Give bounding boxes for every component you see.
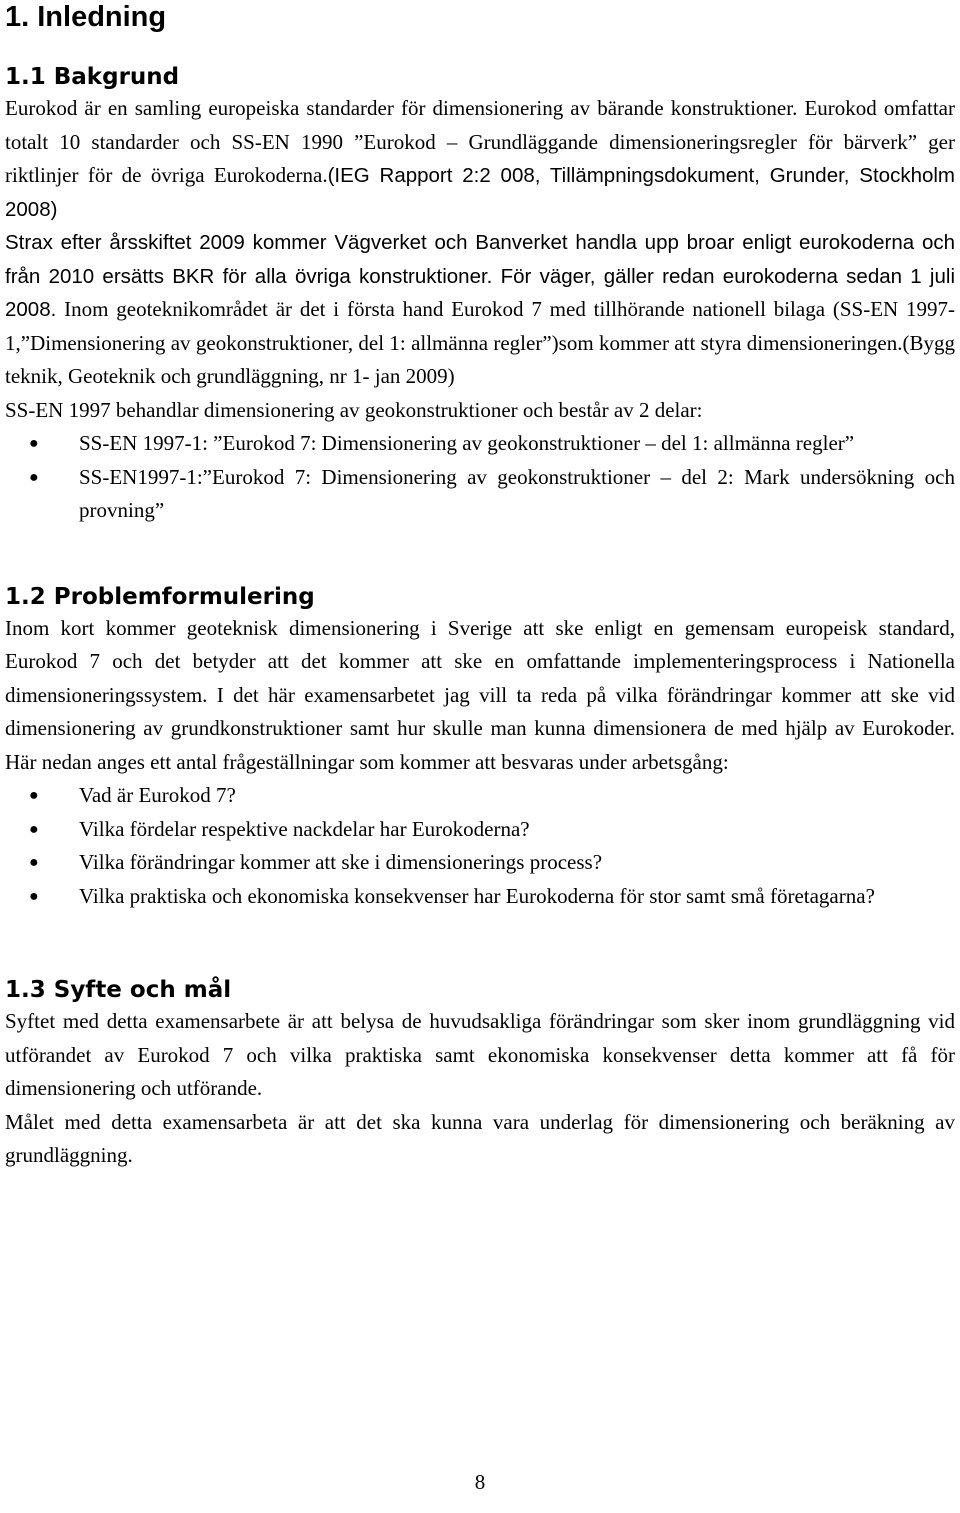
list-item <box>5 880 955 914</box>
list-item-text: SS-EN 1997-1: ”Eurokod 7: Dimensionering av geokonstruktioner – del 1: allmänna regler” <box>79 431 855 455</box>
list-item-text: Vad är Eurokod 7? <box>79 783 236 807</box>
bakgrund-paragraph-1-text: Eurokod är en samling europeiska standarder för dimensionering av bärande konstruktioner. Eurokod omfattar totalt 10 standarder och SS-EN 1990 ”Eurokod – Grundläggande dimensioneringsregler för bärverk” ger riktlinjer för de övriga Eurokoderna. <box>5 96 955 187</box>
section-heading-bakgrund: 1.1 Bakgrund <box>5 64 180 90</box>
list-item <box>5 846 955 880</box>
section-heading-problemformulering: 1.2 Problemformulering <box>5 583 315 610</box>
section-bakgrund <box>5 62 955 528</box>
list-item-text: SS-EN1997-1:”Eurokod 7: Dimensionering av geokonstruktioner – del 2: Mark undersökning och provning” <box>79 464 955 522</box>
bullet-icon: ● <box>29 854 39 871</box>
bullet-icon: ● <box>29 820 39 838</box>
section-heading-syfte: 1.3 Syfte och mål <box>5 977 232 1003</box>
section-problemformulering <box>5 582 955 914</box>
list-item <box>5 813 955 847</box>
bakgrund-citation-1: (IEG Rapport 2:2 008, Tillämpningsdokument, Grunder, Stockholm 2008) <box>5 164 956 221</box>
bakgrund-paragraph-1 <box>5 92 955 226</box>
document-page <box>5 0 955 1173</box>
bullet-icon: ● <box>29 468 39 486</box>
list-item-text: Vilka fördelar respektive nackdelar har Eurokoderna? <box>79 816 530 841</box>
section-syfte <box>5 975 955 1173</box>
page-number: 8 <box>474 1470 486 1494</box>
problem-paragraph-1: Inom kort kommer geoteknisk dimensionering i Sverige att ske enligt en gemensam europeisk standard, Eurokod 7 och det betyder att det kommer att ske en omfattande implementeringsprocess i Nationella dimensioneringssystem. I det här examensarbetet jag vill ta reda på vilka förändringar kommer att ske vid dimensionering av grundkonstruktioner samt hur skulle man kunna dimensionera de med hjälp av Eurokoder. Här nedan anges ett antal frågeställningar som kommer att besvaras under arbetsgång: <box>5 615 955 774</box>
syfte-paragraph-2: Målet med detta examensarbeta är att det ska kunna vara underlag för dimensionering och beräkning av grundläggning. <box>5 1109 955 1167</box>
bullet-icon: ● <box>29 787 39 804</box>
list-item-text: Vilka praktiska och ekonomiska konsekvenser har Eurokoderna för stor samt små företagarna? <box>79 883 875 908</box>
bakgrund-list <box>5 427 955 528</box>
bakgrund-paragraph-2 <box>5 226 955 394</box>
bakgrund-paragraph-2-text: Strax efter årsskiftet 2009 kommer Vägverket och Banverket handla upp broar enligt eurokoderna och från 2010 ersätts BKR för alla övriga konstruktioner. För väger, gäller redan eurokoderna sedan 1 juli 2008. <box>5 231 955 321</box>
list-item <box>5 779 955 813</box>
list-item <box>5 427 955 461</box>
list-item-text: Vilka förändringar kommer att ske i dimensionerings process? <box>79 850 603 874</box>
bullet-icon: ● <box>29 887 39 905</box>
bullet-icon: ● <box>29 435 39 452</box>
bakgrund-paragraph-2-cont: Inom geoteknikområdet är det i första hand Eurokod 7 med tillhörande nationell bilaga (SS-EN 1997-1,”Dimensionering av geokonstruktioner, del 1: allmänna regler”)som kommer att styra dimensioneringen.(Bygg teknik, Geoteknik och grundläggning, nr 1- jan 2009) <box>5 297 955 388</box>
list-item <box>5 461 955 528</box>
problem-list <box>5 779 955 913</box>
syfte-paragraph-1: Syftet med detta examensarbete är att belysa de huvudsakliga förändringar som sker inom grundläggning vid utförandet av Eurokod 7 och vilka praktiska samt ekonomiska konsekvenser detta kommer att få för dimensionering och utförande. <box>5 1009 955 1100</box>
bakgrund-paragraph-3: SS-EN 1997 behandlar dimensionering av geokonstruktioner och består av 2 delar: <box>5 397 703 422</box>
chapter-title: 1. Inledning <box>5 1 167 33</box>
